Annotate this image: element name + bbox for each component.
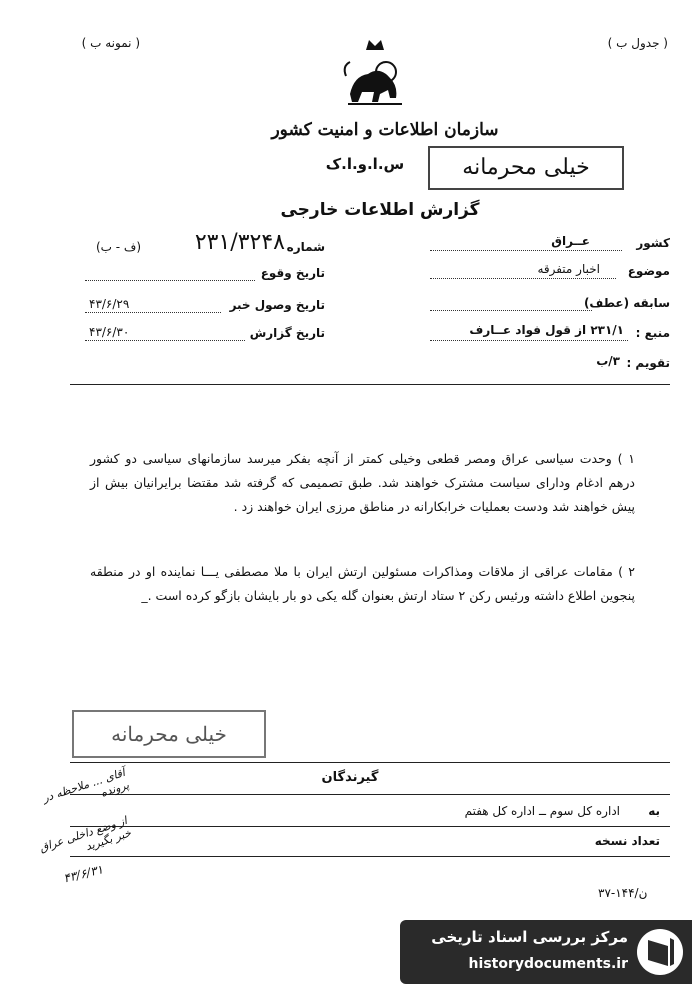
paragraph-2: ۲ ) مقامات عراقی از ملاقات ومذاکرات مسئولین ارتش ایران با ملا مصطفی یـــا نماینده او در منطقه پنجوین اطلاع داشته ورئیس رکن ۲ ستاد ارتش بعنوان گله یکی دو بار بایشان بازگو کرده است ._ [90,564,635,603]
recipients-mid-line [70,826,670,827]
field-calendar [430,356,670,372]
recipients-bottom-line [70,856,670,857]
watermark-banner [400,920,692,984]
field-received-date [85,298,325,314]
field-subject [430,264,670,280]
field-country [430,236,670,252]
organization-title: سازمان اطلاعات و امنیت کشور [271,120,499,140]
watermark-title: مرکز بررسی اسناد تاریخی [431,928,628,946]
handwritten-date: ۴۳/۶/۳۱ [62,862,105,886]
form-code: ۳۷-۱۴۴/ن [598,886,648,900]
field-event-date-label: تاریخ وقوع [260,266,325,280]
classification-stamp: خیلی محرمانه [428,146,624,190]
recipients-top-line [70,762,670,763]
field-reference [430,296,670,312]
field-calendar-value: ۳/ب [596,354,620,368]
field-event-date [85,266,325,282]
field-subject-label: موضوع [627,264,670,278]
recipients-heading: گیرندگان [321,770,379,785]
field-received-date-value: ۴۳/۶/۲۹ [89,297,130,311]
watermark-url: historydocuments.ir [468,956,628,972]
report-title: گزارش اطلاعات خارجی [280,200,480,220]
field-number [85,230,325,260]
field-report-date [85,326,325,342]
field-source [430,323,670,342]
handwritten-note-line-1: آقای ... ملاحظه در پرونده [41,766,131,805]
recipients-heading-line [70,794,670,795]
field-number-label: شماره [286,240,325,254]
field-calendar-label: تقویم : [626,356,670,370]
table-note: ( جدول ب ) [607,36,668,50]
field-subject-value: اخبار متفرقه [537,262,600,276]
field-report-date-value: ۴۳/۶/۳۰ [89,325,130,339]
field-number-value: ۲۳۱/۳۲۴۸ [194,230,285,255]
recipients-to-value: اداره کل سوم ــ اداره کل هفتم [464,804,620,818]
field-country-value: عــراق [551,234,590,248]
field-country-label: کشور [636,236,670,250]
field-report-date-label: تاریخ گزارش [249,326,325,340]
field-received-date-label: تاریخ وصول خبر [229,298,325,312]
copies-label: تعداد نسخه [594,834,660,848]
form-sample-note: ( نمونه ب ) [81,36,140,50]
lower-classification-stamp: خیلی محرمانه [72,710,266,758]
field-source-label: منبع : [635,326,670,340]
archive-logo-icon [634,926,686,978]
header-divider [70,384,670,385]
lion-and-sun-emblem-icon [340,36,410,108]
paragraph-1: ۱ ) وحدت سیاسی عراق ومصر قطعی وخیلی کمتر از آنچه بفکر میرسد سازمانهای سیاسی دو کشور درهم ادغام ودارای سیاست مشترک خواهند شد. طبق تصمیمی که گرفته شد مقتضا برایرانیان بیش از پیش خواهند شد ودست بعملیات خرابکارانه در مناطق مرزی ایران خواهند زد . [90,451,635,514]
field-number-suffix: (ف - ب) [95,240,141,254]
organization-code: س.ا.و.ا.ک [325,155,405,173]
field-source-value: ۲۳۱/۱ از قول فواد عــارف [469,323,624,337]
handwritten-note-line-2: از وضع داخلی عراق خبر بگیرید [37,814,133,855]
field-reference-label: سابقه (عطف) [583,296,670,310]
recipients-to-label: به [648,804,660,818]
